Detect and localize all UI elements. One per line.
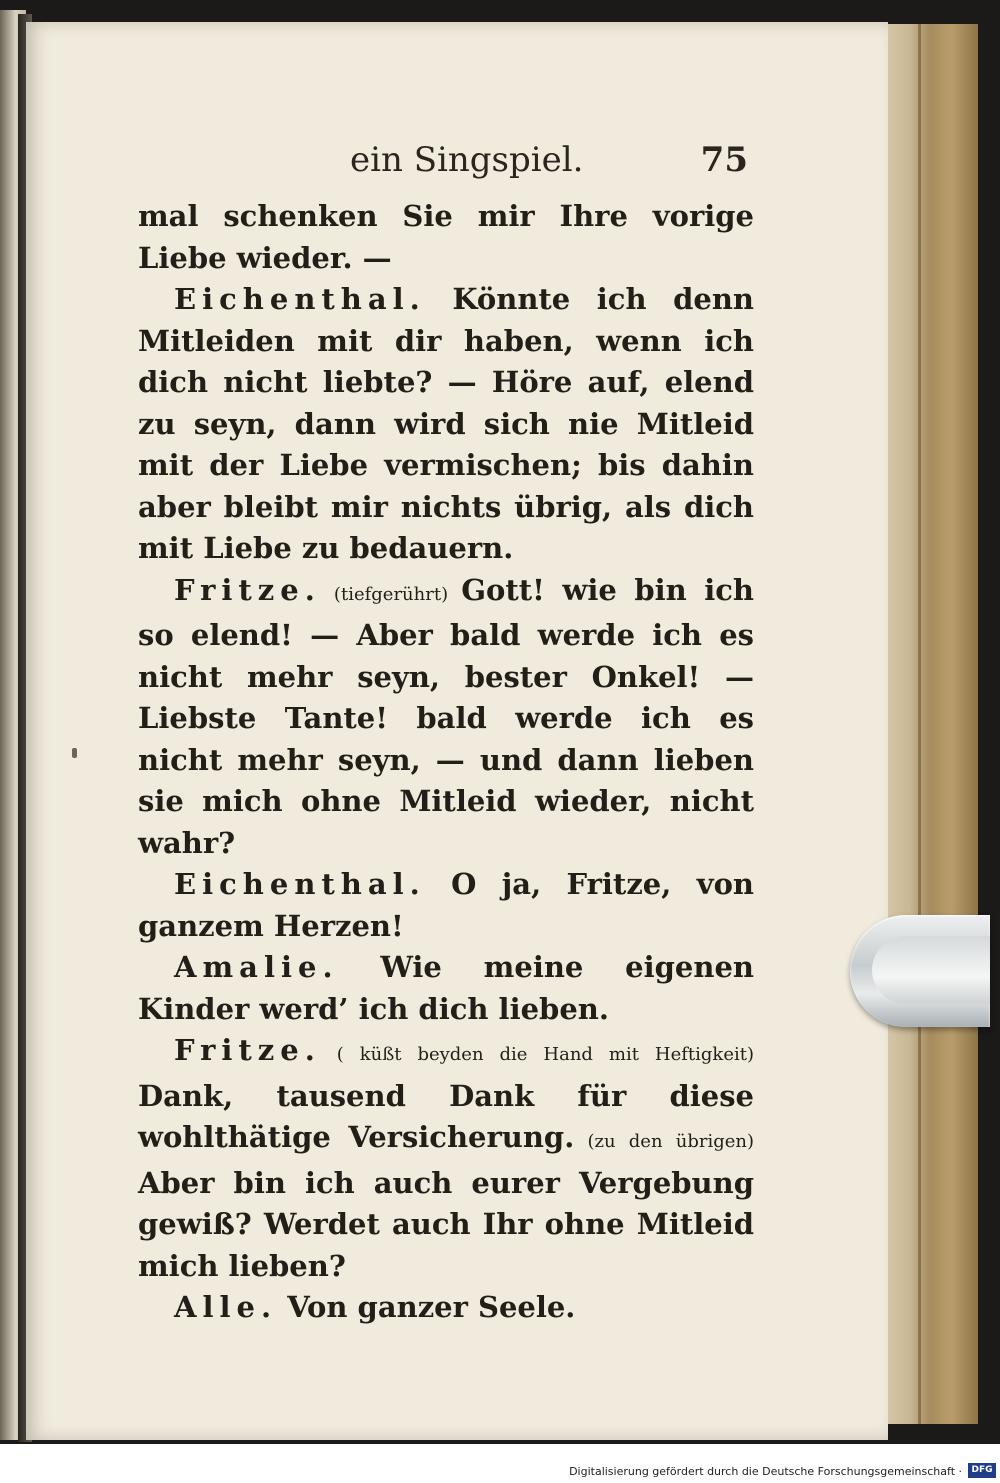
speech-text: Dank, tausend Dank für diese wohlthätige Versicherung.: [138, 1078, 754, 1154]
dfg-logo: DFG: [968, 1463, 996, 1478]
binding-shadow: [918, 24, 921, 1424]
paragraph: [138, 1287, 754, 1329]
stage-direction: ( küßt beyden die Hand mit Heftigkeit): [320, 1044, 754, 1065]
speech-text: Aber bin ich auch eurer Vergebung gewiß? Werdet auch Ihr ohne Mitleid mich lieben?: [138, 1165, 754, 1283]
paragraph: [138, 196, 754, 279]
paragraph: [138, 279, 754, 570]
speaker-name: Eichenthal.: [174, 867, 426, 901]
paragraph: [138, 947, 754, 1030]
paper-speck: [72, 748, 77, 758]
paragraph: [138, 1030, 754, 1287]
funding-credit: Digitalisierung gefördert durch die Deutsche Forschungsgemeinschaft ·: [569, 1465, 962, 1478]
speech-text: Gott! wie bin ich so elend! — Aber bald werde ich es nicht mehr seyn, bester Onkel! — Liebste Tante! bald werde ich es nicht mehr seyn, — und dann lieben sie mich ohne Mitleid wieder, nicht wahr?: [138, 572, 754, 860]
footer-bar: [0, 1444, 1000, 1483]
speaker-name: Fritze.: [174, 572, 321, 607]
speech-text: mal schenken Sie mir Ihre vorige Liebe wieder. —: [138, 199, 754, 275]
page-header: [350, 140, 748, 184]
speaker-name: Amalie.: [174, 950, 339, 984]
speaker-name: Fritze.: [174, 1033, 321, 1067]
speaker-name: Eichenthal.: [174, 282, 426, 316]
paragraph: [138, 570, 754, 865]
stage-direction: (zu den übrigen): [574, 1131, 754, 1152]
speech-text: Wie meine eigenen Kinder werd’ ich dich lieben.: [138, 950, 754, 1026]
speaker-name: Alle.: [174, 1290, 278, 1324]
paragraph: [138, 864, 754, 947]
page-body-text: [138, 196, 754, 1329]
page-clip-highlight: [872, 936, 990, 1004]
running-title: ein Singspiel.: [350, 140, 584, 180]
stage-direction: (tiefgerührt): [320, 583, 462, 605]
speech-text: Von ganzer Seele.: [277, 1290, 576, 1324]
speech-text: O ja, Fritze, von ganzem Herzen!: [138, 867, 754, 943]
page-number: 75: [700, 140, 748, 180]
speech-text: Könnte ich denn Mitleiden mit dir haben, wenn ich dich nicht liebte? — Höre auf, elend zu seyn, dann wird sich nie Mitleid mit der Liebe vermischen; bis dahin aber bleibt mir nichts übrig, als dich mit Liebe zu bedauern.: [138, 282, 754, 565]
